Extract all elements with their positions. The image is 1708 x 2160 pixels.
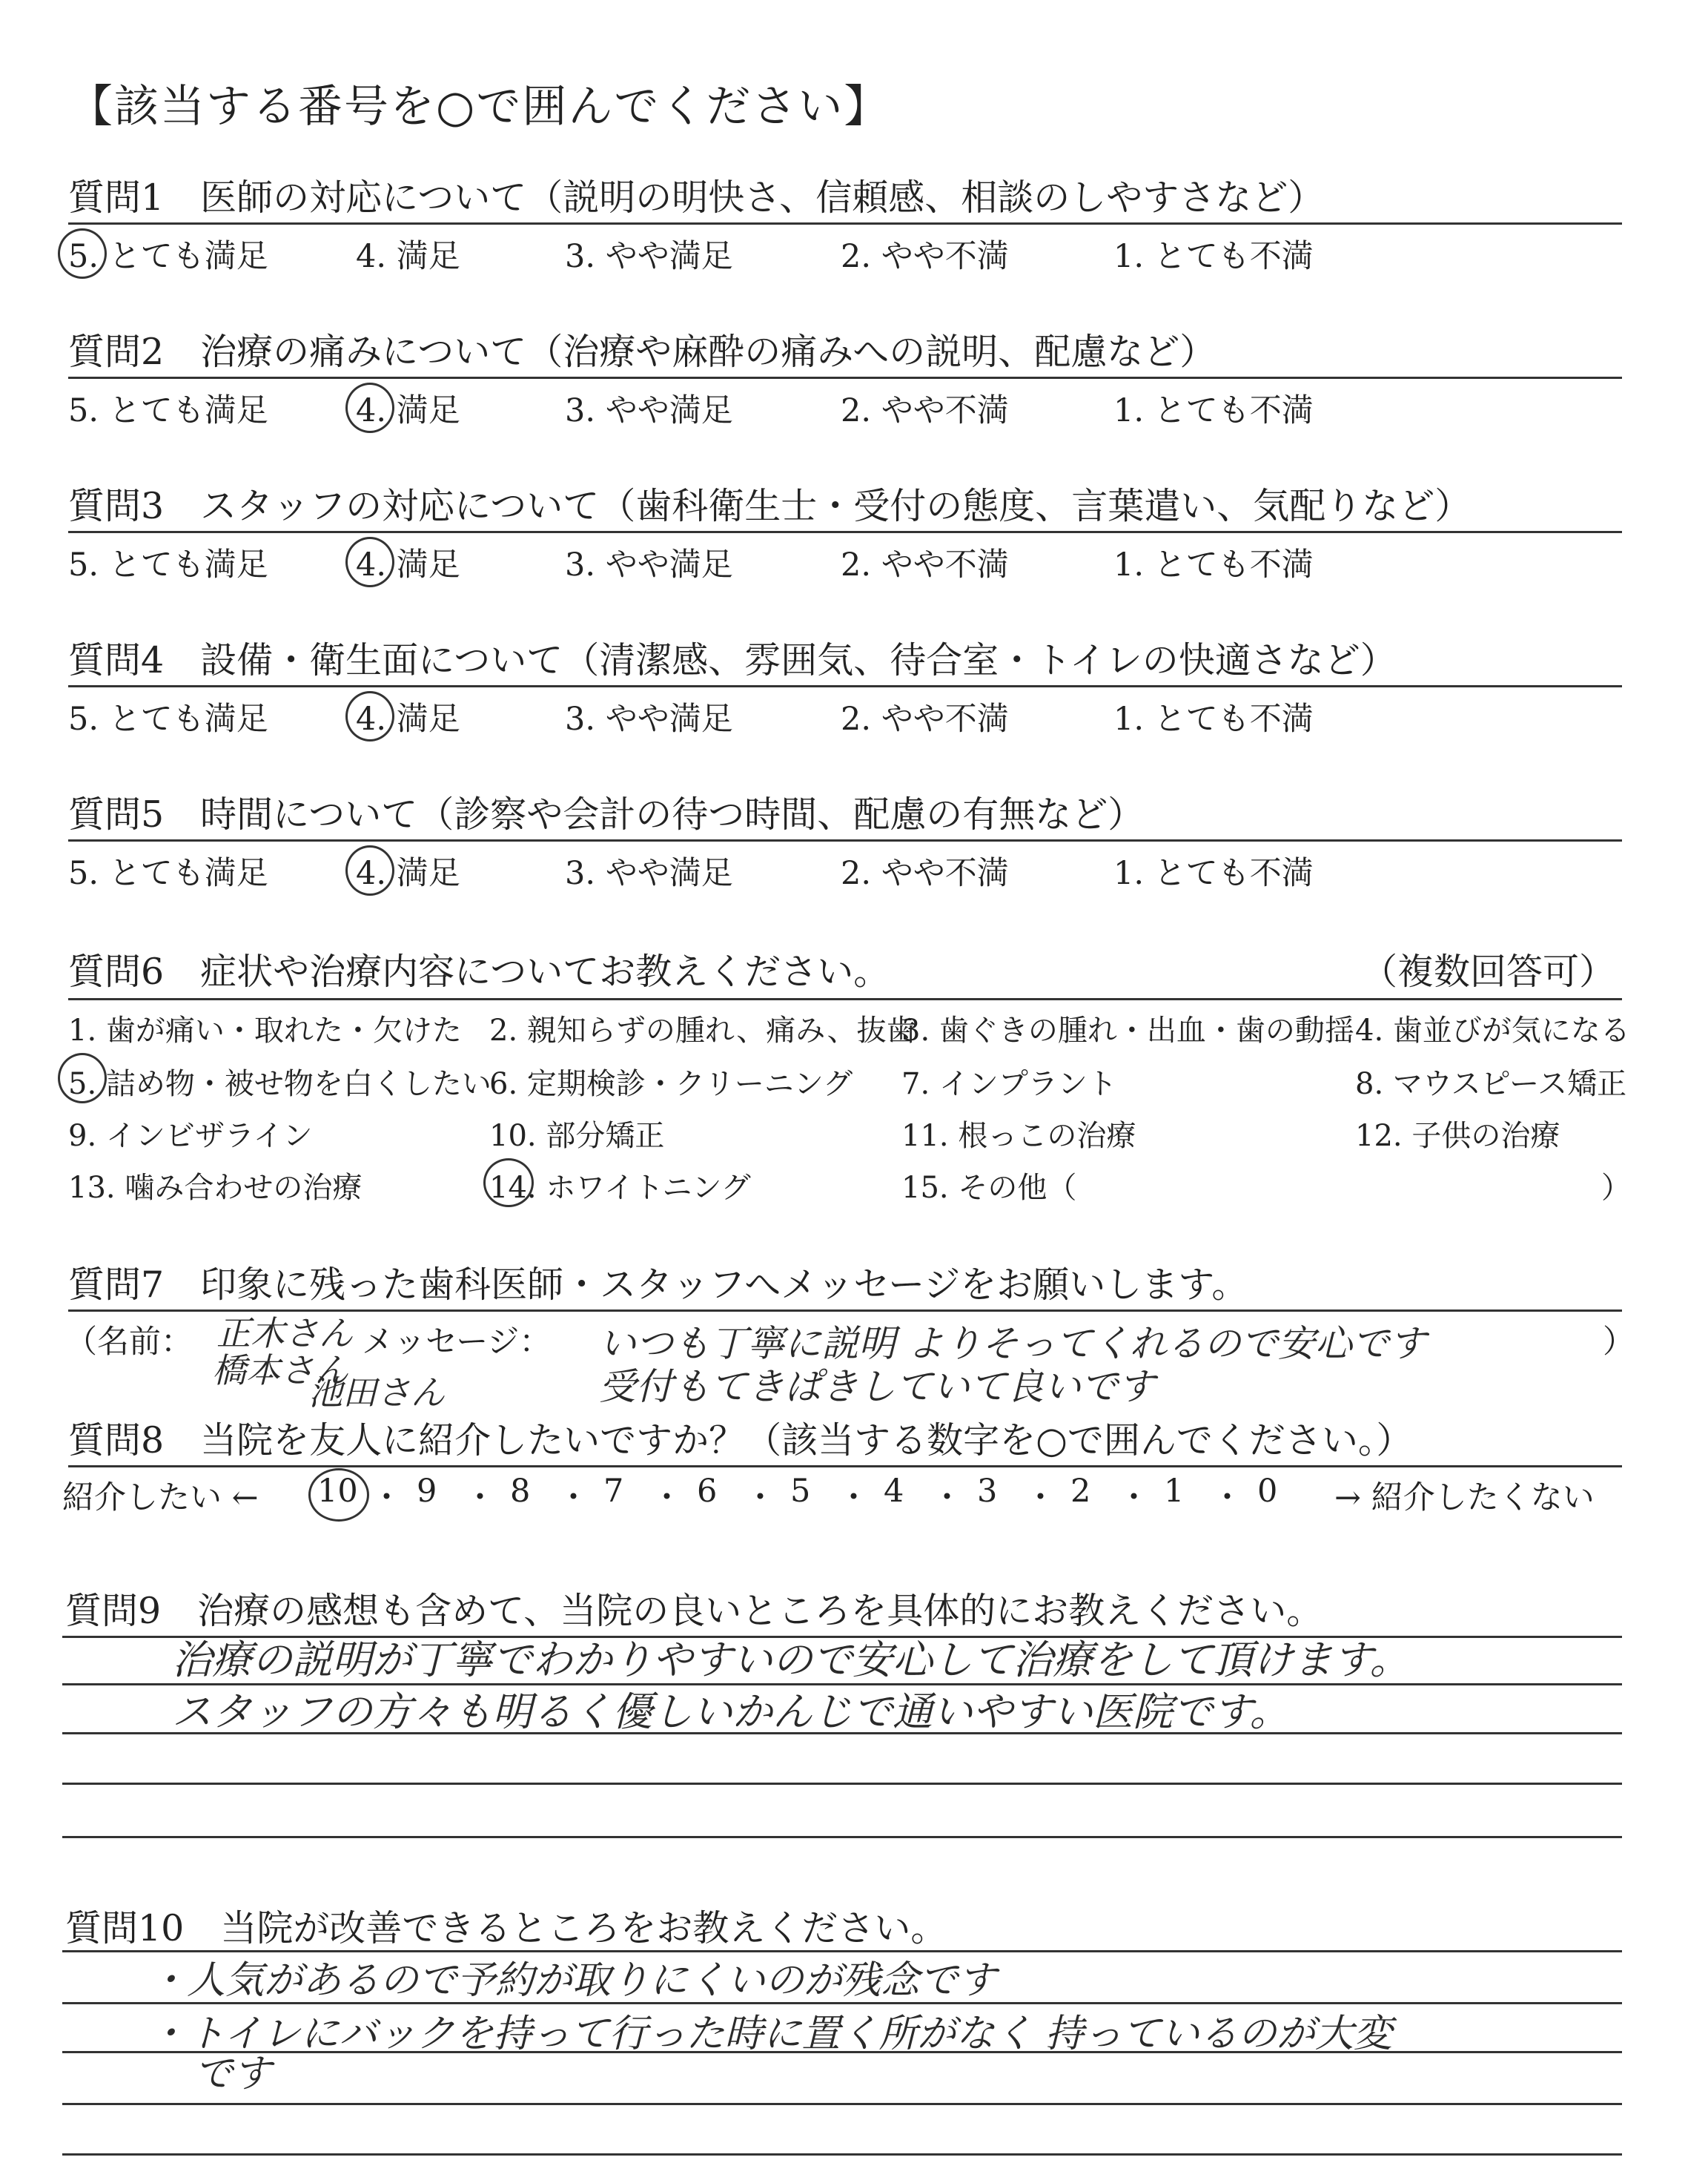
q5-option-3[interactable]: 3. やや満足: [565, 855, 733, 892]
q6-option-7[interactable]: 7. インプラント: [901, 1067, 1117, 1101]
q3-rule: [68, 531, 1622, 533]
q7-message-label: メッセージ：: [362, 1324, 552, 1361]
q10-answer-line-1: ・人気があるので予約が取りにくいのが残念です: [148, 1958, 997, 2003]
q7-name-label: （名前：: [65, 1324, 193, 1361]
q8-scale-4[interactable]: 4: [884, 1473, 904, 1510]
q9-rule-4: [62, 1783, 1622, 1785]
q8-scale-separator: ・: [1025, 1479, 1056, 1516]
q8-scale-10[interactable]: 10: [317, 1473, 358, 1510]
q5-selection-circle: [345, 845, 394, 896]
q2-title: 質問2 治療の痛みについて（治療や麻酔の痛みへの説明、配慮など）: [68, 331, 1217, 373]
q8-scale-9[interactable]: 9: [417, 1473, 437, 1510]
q1-title: 質問1 医師の対応について（説明の明快さ、信頼感、相談のしやすさなど）: [68, 176, 1325, 219]
q8-rule: [68, 1465, 1622, 1467]
q5-title: 質問5 時間について（診察や会計の待つ時間、配慮の有無など）: [68, 793, 1145, 836]
q3-option-5[interactable]: 5. とても満足: [68, 546, 268, 584]
q1-option-5[interactable]: 5. とても満足: [68, 238, 268, 275]
q6-title: 質問6 症状や治療内容についてお教えください。: [68, 951, 890, 993]
q8-selection-circle: [308, 1468, 369, 1522]
q6-option-6[interactable]: 6. 定期検診・クリーニング: [489, 1067, 853, 1101]
q6-rule: [68, 998, 1622, 1000]
q6-option-4[interactable]: 4. 歯並びが気になる: [1355, 1014, 1630, 1048]
q8-scale-separator: ・: [651, 1479, 683, 1516]
q4-title: 質問4 設備・衛生面について（清潔感、雰囲気、待合室・トイレの快適さなど）: [68, 639, 1397, 681]
q1-selection-circle: [58, 228, 107, 279]
q1-option-3[interactable]: 3. やや満足: [565, 238, 733, 275]
q1-option-2[interactable]: 2. やや不満: [841, 238, 1009, 275]
q9-title: 質問9 治療の感想も含めて、当院の良いところを具体的にお教えください。: [65, 1590, 1323, 1632]
q6-option-3[interactable]: 3. 歯ぐきの腫れ・出血・歯の動揺: [901, 1014, 1354, 1048]
q4-option-4[interactable]: 4. 満足: [356, 701, 460, 738]
q9-answer-line-2: スタッフの方々も明るく優しいかんじで通いやすい医院です。: [172, 1688, 1290, 1735]
q8-scale-7[interactable]: 7: [603, 1473, 624, 1510]
q6-option-8[interactable]: 8. マウスピース矯正: [1355, 1067, 1627, 1101]
q8-title: 質問8 当院を友人に紹介したいですか？（該当する数字を○で囲んでください。）: [68, 1419, 1413, 1462]
q8-scale-5[interactable]: 5: [790, 1473, 811, 1510]
q6-selection-circle-14: [483, 1158, 534, 1207]
q4-option-3[interactable]: 3. やや満足: [565, 701, 733, 738]
q3-option-3[interactable]: 3. やや満足: [565, 546, 733, 584]
q4-option-1[interactable]: 1. とても不満: [1113, 701, 1314, 738]
q3-option-1[interactable]: 1. とても不満: [1113, 546, 1314, 584]
q8-scale-separator: ・: [371, 1479, 403, 1516]
q8-scale-separator: ・: [744, 1479, 776, 1516]
q8-scale-separator: ・: [1118, 1479, 1150, 1516]
q2-option-1[interactable]: 1. とても不満: [1113, 392, 1314, 429]
q2-rule: [68, 377, 1622, 379]
q6-option-close-paren: ）: [1601, 1171, 1631, 1205]
q10-title: 質問10 当院が改善できるところをお教えください。: [65, 1907, 947, 1949]
q3-option-2[interactable]: 2. やや不満: [841, 546, 1009, 584]
q6-option-13[interactable]: 13. 噛み合わせの治療: [68, 1171, 363, 1205]
q5-rule: [68, 839, 1622, 842]
q4-rule: [68, 685, 1622, 687]
q2-option-3[interactable]: 3. やや満足: [565, 392, 733, 429]
q2-selection-circle: [345, 383, 394, 433]
q7-message-line-1: いつも丁寧に説明 よりそってくれるので安心です: [599, 1322, 1426, 1365]
q10-answer-line-3: です: [194, 2052, 272, 2096]
q4-selection-circle: [345, 691, 394, 742]
q8-scale-0[interactable]: 0: [1257, 1473, 1278, 1510]
q8-scale-6[interactable]: 6: [697, 1473, 718, 1510]
q5-option-4[interactable]: 4. 満足: [356, 855, 460, 892]
q6-option-14[interactable]: 14. ホワイトニング: [489, 1171, 751, 1205]
q1-rule: [68, 222, 1622, 225]
q7-close-paren: ）: [1603, 1324, 1635, 1361]
q6-option-15[interactable]: 15. その他（: [901, 1171, 1077, 1205]
q6-option-12[interactable]: 12. 子供の治療: [1355, 1119, 1560, 1153]
q6-option-11[interactable]: 11. 根っこの治療: [901, 1119, 1136, 1153]
q8-scale-separator: ・: [464, 1479, 496, 1516]
q5-option-5[interactable]: 5. とても満足: [68, 855, 268, 892]
q6-selection-circle-5: [58, 1053, 107, 1103]
q6-option-10[interactable]: 10. 部分矯正: [489, 1119, 665, 1153]
q8-scale-1[interactable]: 1: [1164, 1473, 1185, 1510]
q8-scale-8[interactable]: 8: [510, 1473, 531, 1510]
q8-scale-separator: ・: [557, 1479, 589, 1516]
q10-rule-5: [62, 2153, 1622, 2156]
q7-name-1: 正木さん: [216, 1313, 353, 1353]
q7-name-2: 橋本さん: [212, 1350, 348, 1390]
q3-selection-circle: [345, 537, 394, 587]
q6-option-1[interactable]: 1. 歯が痛い・取れた・欠けた: [68, 1014, 462, 1048]
q4-option-5[interactable]: 5. とても満足: [68, 701, 268, 738]
q10-answer-line-2: ・トイレにバックを持って行った時に置く所がなく 持っているのが大変: [148, 2012, 1392, 2056]
q1-option-4[interactable]: 4. 満足: [356, 238, 460, 275]
q6-note: （複数回答可）: [1361, 951, 1616, 993]
q7-name-3: 池田さん: [308, 1373, 445, 1413]
q6-option-5[interactable]: 5. 詰め物・被せ物を白くしたい: [68, 1067, 491, 1101]
q8-right-label: → 紹介したくない: [1334, 1479, 1595, 1516]
q3-option-4[interactable]: 4. 満足: [356, 546, 460, 584]
q9-answer-line-1: 治療の説明が丁寧でわかりやすいので安心して治療をして頂けます。: [172, 1636, 1410, 1683]
q7-message-line-2: 受付もてきぱきしていて良いです: [599, 1365, 1155, 1408]
q6-option-2[interactable]: 2. 親知らずの腫れ、痛み、抜歯: [489, 1014, 916, 1048]
q8-scale-2[interactable]: 2: [1070, 1473, 1091, 1510]
q7-title: 質問7 印象に残った歯科医師・スタッフへメッセージをお願いします。: [68, 1264, 1248, 1306]
q3-title: 質問3 スタッフの対応について（歯科衛生士・受付の態度、言葉遣い、気配りなど）: [68, 485, 1472, 527]
q2-option-4[interactable]: 4. 満足: [356, 392, 460, 429]
q10-rule-4: [62, 2103, 1622, 2105]
q8-scale-3[interactable]: 3: [977, 1473, 998, 1510]
q1-option-1[interactable]: 1. とても不満: [1113, 238, 1314, 275]
q8-scale-separator: ・: [931, 1479, 963, 1516]
q6-option-9[interactable]: 9. インビザライン: [68, 1119, 313, 1153]
q8-scale-separator: ・: [838, 1479, 870, 1516]
q2-option-2[interactable]: 2. やや不満: [841, 392, 1009, 429]
q2-option-5[interactable]: 5. とても満足: [68, 392, 268, 429]
q4-option-2[interactable]: 2. やや不満: [841, 701, 1009, 738]
q9-rule-5: [62, 1836, 1622, 1838]
q8-scale-separator: ・: [1211, 1479, 1243, 1516]
q8-left-label: 紹介したい ←: [62, 1479, 259, 1516]
q5-option-1[interactable]: 1. とても不満: [1113, 855, 1314, 892]
q5-option-2[interactable]: 2. やや不満: [841, 855, 1009, 892]
page-header: 【該当する番号を○で囲んでください】: [68, 81, 890, 133]
